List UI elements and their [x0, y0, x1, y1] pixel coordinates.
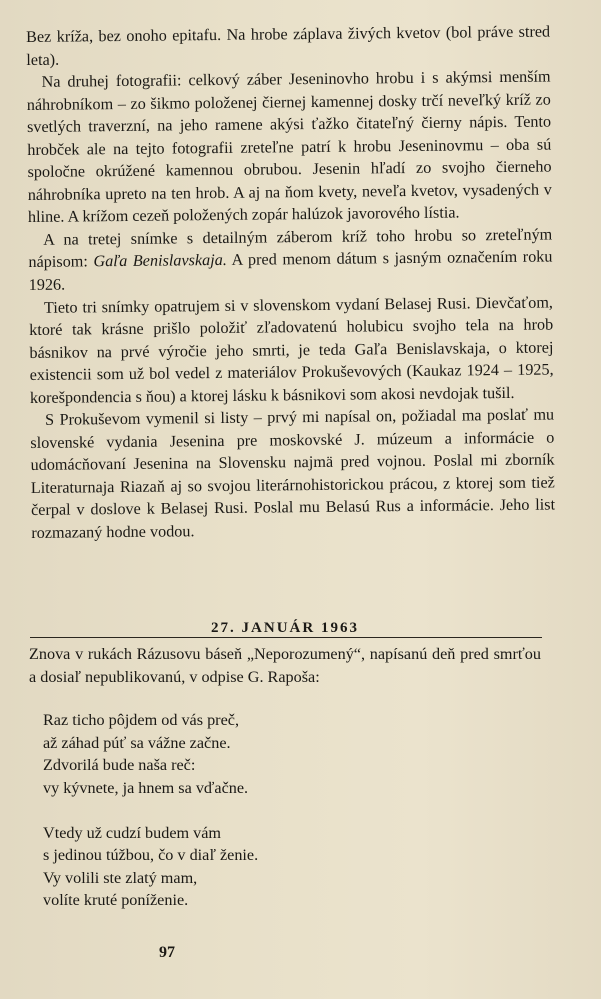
- entry-intro: Znova v rukách Rázusovu báseň „Neporozumený“, napísanú deň pred smrťou a dosiaľ nepublikovanú, v odpise G. Rapoša:: [29, 645, 541, 686]
- paragraph-prokusev: S Prokuševom vymenil si listy – prvý mi napísal on, požiadal ma poslať mu slovenské vydania Jesenina pre moskovské J. múzeum a informácie o udomácňovaní Jesenina na Slovensku najmä pred vojnou. Poslal mi zborník Literaturnaja Riazaň aj so svojou literárnohistorickou prácou, z ktorej som tiež čerpal v doslove k Belasej Rusi. Poslal mu Belasú Rus a informácie. Jeho list rozmazaný hodne vodou.: [30, 405, 556, 543]
- poem-line: s jedinou túžbou, čo v diaľ ženie.: [43, 846, 259, 864]
- heading-rule: [30, 637, 542, 638]
- poem-stanza-2: [43, 822, 523, 912]
- diary-entry: [29, 643, 541, 688]
- poem-line: Zdvorilá bude naša reč:: [43, 756, 196, 774]
- poem-stanza-1: [43, 709, 523, 799]
- poem-line: až záhad púť sa vážne začne.: [43, 733, 231, 752]
- paragraph-third-photo-end: A pred menom dátum s jasným označením roku 1926.: [28, 247, 553, 295]
- body-text: [26, 21, 555, 545]
- poem-line: volíte kruté poníženie.: [43, 891, 189, 909]
- diary-date-heading: 27. JANUÁR 1963: [211, 620, 359, 636]
- paragraph-continuation: Bez kríža, bez onoho epitafu. Na hrobe záplava živých kvetov (bol práve stred leta).: [26, 22, 551, 69]
- paragraph-second-photo: Na druhej fotografii: celkový záber Jeseninovho hrobu i s akýmsi menším náhrobníkom – zo šikmo položenej čiernej kamennej dosky trčí neveľký kríž zo svetlých traverzní, na jeho ramene akýsi ťažko čitateľný čierny nápis. Tento hrobček ale na tejto fotografii zreteľne patrí k hrobu Jeseninovmu – oba sú spoločne okrúžené kamennou obrubou. Jesenin hľadí zo svojho čierneho náhrobníka upreto na ten hrob. A aj na ňom kvety, neveľa kvetov, vysadených v hline. A krížom cezeň položených zopár halúzok javorového lístia.: [26, 67, 552, 227]
- poem-line: Vy volili ste zlatý mam,: [43, 868, 198, 887]
- page-number: 97: [159, 944, 175, 961]
- paragraph-third-photo-start: A na tretej snímke s detailným záberom kríž toho hrobu so zreteľným nápisom:: [28, 225, 553, 272]
- poem-line: Vtedy už cudzí budem vám: [43, 823, 222, 842]
- poem: [43, 709, 523, 934]
- paragraph-belasa-rus: Tieto tri snímky opatrujem si v slovenskom vydaní Belasej Rusi. Dievčaťom, ktoré tak krásne prišlo položiť zľadovatenú holubicu svojho tela na hrob básnikov na prvé výročie jeho smrti, je teda Gaľa Benislavskaja, o ktorej existencii som už bol vedel z materiálov Prokuševových (Kaukaz 1924 – 1925, korešpondencia s ňou) a ktorej lásku k básnikovi som akosi nevdojak tušil.: [29, 293, 554, 407]
- paragraph-third-photo: [28, 223, 553, 296]
- grave-inscription-name: Gaľa Benislavskaja.: [93, 251, 227, 271]
- poem-line: vy kývnete, ja hnem sa vďačne.: [43, 778, 249, 797]
- poem-line: Raz ticho pôjdem od vás preč,: [43, 711, 239, 729]
